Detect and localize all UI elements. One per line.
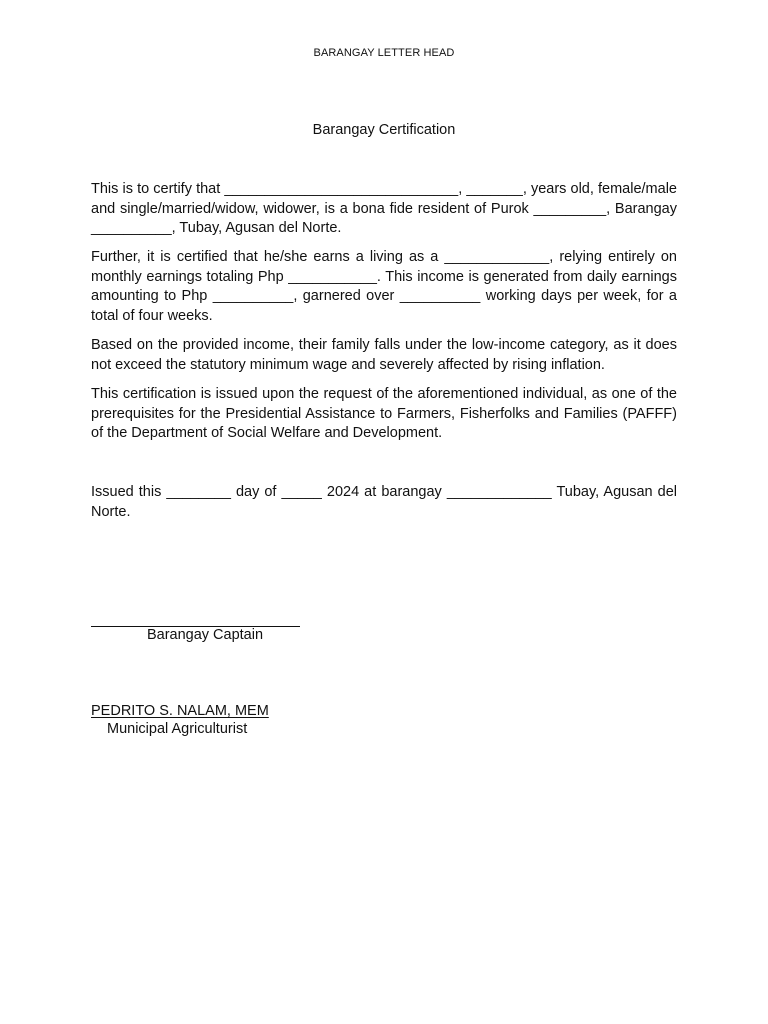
issued-paragraph: Issued this ________ day of _____ 2024 at barangay _____________ Tubay, Agusan del Norte.	[91, 484, 677, 520]
low-income-paragraph: Based on the provided income, their family falls under the low-income category, as it does not exceed the statutory minimum wage and severely affected by rising inflation.	[91, 337, 677, 373]
official-title: Municipal Agriculturist	[107, 721, 248, 737]
captain-label: Barangay Captain	[146, 627, 264, 643]
letterhead: BARANGAY LETTER HEAD	[313, 47, 455, 59]
income-paragraph: Further, it is certified that he/she earns a living as a _____________, relying entirely on monthly earnings totaling Php ___________. This income is generated from daily earnings amounting to Php __________, garnered over __________ working days per week, for a total of four weeks.	[91, 249, 677, 324]
purpose-paragraph: This certification is issued upon the request of the aforementioned individual, as one of the prerequisites for the Presidential Assistance to Farmers, Fisherfolks and Families (PAFFF) of the Department of Social Welfare and Development.	[91, 386, 677, 441]
document-title: Barangay Certification	[312, 122, 456, 138]
official-name: PEDRITO S. NALAM, MEM	[91, 703, 269, 719]
certify-paragraph: This is to certify that _____________________________, _______, years old, female/male and single/married/widow, widower, is a bona fide resident of Purok _________, Barangay __________, Tubay, Agusan del Norte.	[91, 181, 677, 236]
